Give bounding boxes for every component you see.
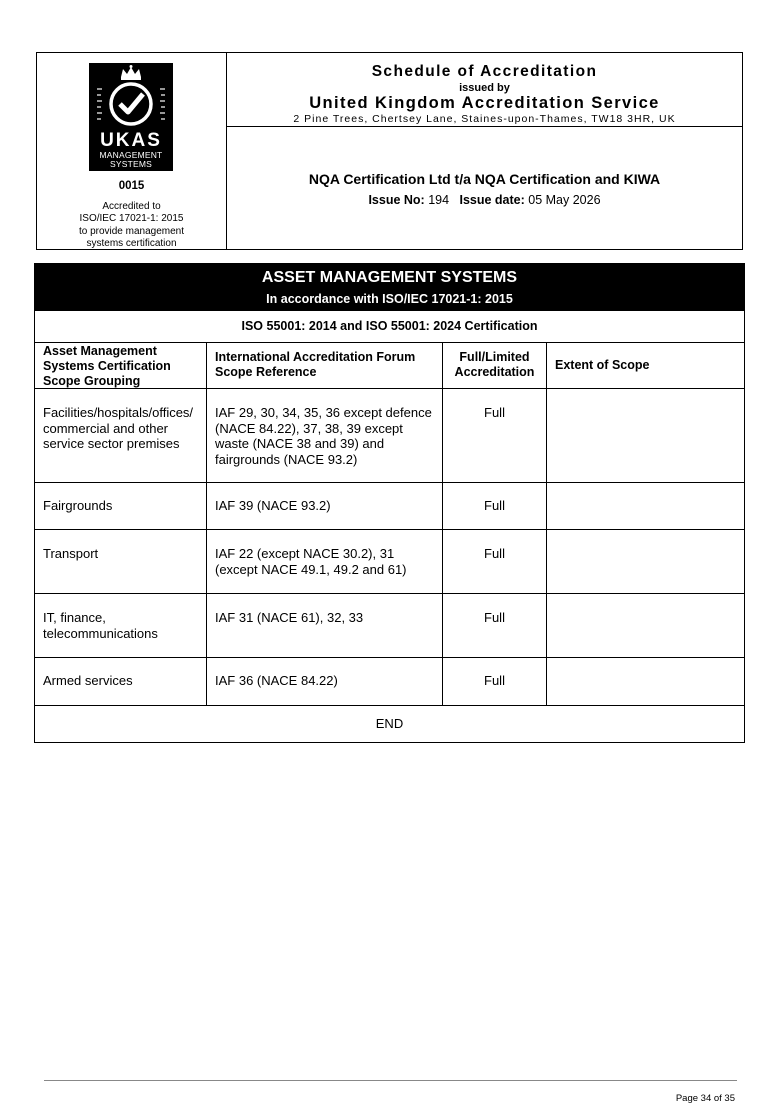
row-divider xyxy=(35,529,744,530)
row-divider xyxy=(35,593,744,594)
table-row-grouping: IT, finance, telecommunications xyxy=(43,610,158,641)
column-header-extent: Extent of Scope xyxy=(555,358,650,372)
schedule-title: Schedule of Accreditation xyxy=(371,63,598,80)
table-row-iaf: IAF 39 (NACE 93.2) xyxy=(215,498,331,513)
issue-date-label: Issue date: xyxy=(459,193,525,207)
table-row-accreditation: Full xyxy=(484,498,505,513)
section-banner xyxy=(35,264,744,311)
crown-icon xyxy=(121,65,141,80)
table-row-accreditation: Full xyxy=(484,546,505,561)
issue-no-label: Issue No: xyxy=(368,193,425,207)
logo-subtitle xyxy=(89,151,173,169)
schedule-header xyxy=(36,52,743,250)
table-row-grouping: Facilities/hospitals/offices/ commercial and other service sector premises xyxy=(43,405,194,451)
standard-title: ISO 55001: 2014 and ISO 55001: 2024 Certification xyxy=(35,311,744,343)
column-header-iaf: International Accreditation Forum Scope Reference xyxy=(215,350,416,379)
section-title: ASSET MANAGEMENT SYSTEMS xyxy=(261,269,518,286)
footer-rule xyxy=(44,1080,737,1081)
issue-date: 05 May 2026 xyxy=(528,193,601,207)
page-number: Page 34 of 35 xyxy=(675,1093,735,1104)
section-subtitle: In accordance with ISO/IEC 17021-1: 2015 xyxy=(266,292,513,306)
service-address: 2 Pine Trees, Chertsey Lane, Staines-upon-Thames, TW18 3HR, UK xyxy=(293,113,676,125)
issued-by: issued by xyxy=(459,82,510,94)
header-divider-horizontal xyxy=(226,126,742,127)
issue-info xyxy=(227,193,742,207)
row-divider xyxy=(35,482,744,483)
table-row-iaf: IAF 22 (except NACE 30.2), 31 (except NACE 49.1, 49.2 and 61) xyxy=(215,546,407,577)
table-row-accreditation: Full xyxy=(484,405,505,420)
logo-subtitle-line1: MANAGEMENT xyxy=(99,150,163,160)
row-divider xyxy=(35,705,744,706)
table-row-iaf: IAF 29, 30, 34, 35, 36 except defence (NACE 84.22), 37, 38, 39 except waste (NACE 38 and 39) and fairgrounds (NACE 93.2) xyxy=(215,405,432,467)
accreditation-line2: ISO/IEC 17021-1: 2015 xyxy=(79,213,184,225)
table-row-grouping: Fairgrounds xyxy=(43,498,113,513)
logo-subtitle-line2: SYSTEMS xyxy=(109,159,153,169)
issue-no: 194 xyxy=(428,193,450,207)
scope-table xyxy=(34,263,745,743)
row-divider xyxy=(35,657,744,658)
table-row-accreditation: Full xyxy=(484,673,505,688)
scale-marks xyxy=(97,89,165,119)
checkmark-icon xyxy=(120,94,143,112)
column-header-grouping: Asset Management Systems Certification Scope Grouping xyxy=(43,344,171,388)
table-row-iaf: IAF 31 (NACE 61), 32, 33 xyxy=(215,610,364,625)
table-row-iaf: IAF 36 (NACE 84.22) xyxy=(215,673,338,688)
column-divider xyxy=(546,342,547,705)
accreditation-line3: to provide management xyxy=(78,225,185,237)
column-divider xyxy=(442,342,443,705)
column-divider xyxy=(206,342,207,705)
accreditation-code: 0015 xyxy=(118,180,145,192)
accreditation-statement xyxy=(37,201,226,250)
organisation-name: NQA Certification Ltd t/a NQA Certification and KIWA xyxy=(308,171,661,187)
accreditation-line4: systems certification xyxy=(86,237,177,249)
accreditation-line1: Accredited to xyxy=(102,201,161,212)
service-name: United Kingdom Accreditation Service xyxy=(309,94,660,112)
column-header-accreditation: Full/Limited Accreditation xyxy=(454,350,535,379)
end-marker: END xyxy=(375,716,404,731)
table-row-grouping: Transport xyxy=(43,546,99,561)
table-row-grouping: Armed services xyxy=(43,673,133,688)
ukas-logo xyxy=(89,63,173,171)
table-row-accreditation: Full xyxy=(484,610,505,625)
logo-brand: UKAS xyxy=(100,130,162,151)
